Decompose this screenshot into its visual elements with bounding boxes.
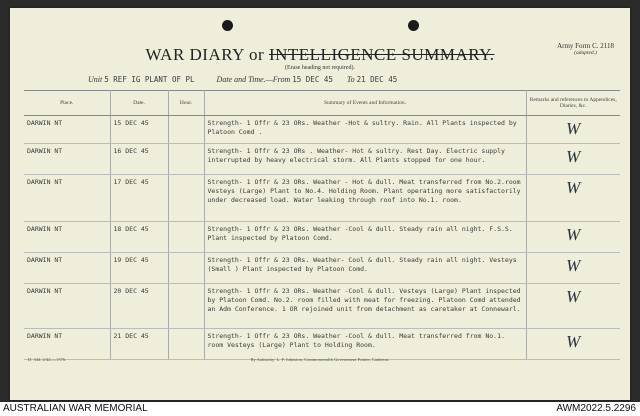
punch-hole-left — [222, 20, 233, 31]
form-title — [10, 45, 630, 65]
entry-summary: Strength- 1 Offr & 23 ORs. Weather -Cool & dull. Vesteys (Large) Plant inspected by Platoon Comd. No.2. room filled with meat for freezing. Platoon Comd attended an Adm Conference. 1 OR rejoined unit from detachment as caretaker at Connewarl. — [204, 284, 526, 329]
entry-place: DARWIN NT — [24, 253, 110, 284]
date-to-label: To — [346, 75, 355, 84]
entry-remarks — [526, 284, 620, 329]
entry-place: DARWIN NT — [24, 284, 110, 329]
entry-remarks — [526, 329, 620, 360]
form-subtitle: (Erase heading not required). — [285, 65, 355, 71]
table-row — [24, 284, 620, 329]
entry-date: 19 DEC 45 — [110, 253, 168, 284]
handwritten-initials: W — [566, 256, 581, 275]
army-form-label — [557, 42, 614, 56]
title-intelligence-summary: INTELLIGENCE SUMMARY. — [268, 45, 495, 64]
entry-place: DARWIN NT — [24, 329, 110, 360]
archive-caption-bar — [0, 402, 640, 416]
entry-summary: Strength- 1 Offr & 23 ORs. Weather -Hot & sultry. Rain. All Plants inspected by Platoon Comd . — [204, 116, 526, 144]
entry-hour — [168, 116, 204, 144]
entry-summary: Strength- 1 Offr & 23 ORs. Weather -Cool & dull. Meat transferred from No.1. room Vesteys (Large) Plant to Holding Room. — [204, 329, 526, 360]
table-row — [24, 253, 620, 284]
table-row — [24, 329, 620, 360]
entry-date: 15 DEC 45 — [110, 116, 168, 144]
table-row — [24, 144, 620, 175]
unit-value: 5 REF IG PLANT OF PL — [104, 75, 195, 84]
entry-remarks — [526, 144, 620, 175]
date-to: 21 DEC 45 — [356, 75, 398, 84]
handwritten-initials: W — [566, 287, 581, 306]
entry-summary: Strength- 1 Offr & 23 ORs. Weather- Cool & dull. Steady rain all night. Vesteys (Small ) Plant inspected by Platoon Comd. — [204, 253, 526, 284]
handwritten-initials: W — [566, 147, 581, 166]
archive-name: AUSTRALIAN WAR MEMORIAL — [3, 403, 148, 414]
printer-authority: By Authority: L. F. Johnston, Commonwealth Government Printer, Canberra. — [250, 357, 390, 362]
entry-place: DARWIN NT — [24, 222, 110, 253]
entry-hour — [168, 253, 204, 284]
handwritten-initials: W — [566, 332, 581, 351]
title-or: or — [249, 45, 265, 64]
entry-place: DARWIN NT — [24, 116, 110, 144]
entry-hour — [168, 144, 204, 175]
diary-table — [24, 90, 620, 360]
date-from: 15 DEC 45 — [292, 75, 333, 84]
table-row — [24, 116, 620, 144]
entry-remarks — [526, 253, 620, 284]
archive-reference: AWM2022.5.2296 — [556, 403, 636, 414]
table-row — [24, 175, 620, 222]
entry-date: 17 DEC 45 — [110, 175, 168, 222]
entry-remarks — [526, 175, 620, 222]
entry-place: DARWIN NT — [24, 144, 110, 175]
column-header-date: Date. — [110, 91, 168, 116]
army-form-adapted: (adapted.) — [574, 50, 597, 56]
handwritten-initials: W — [566, 119, 581, 138]
title-war-diary: WAR DIARY — [145, 45, 245, 64]
entry-summary: Strength- 1 Offr & 23 ORs. Weather - Hot & dull. Meat transferred from No.2.room Vesteys (Large) Plant to No.4. Holding Room. Plant operating more satisfactorily under decreased load. Water leaking through roof into No.1. room. — [204, 175, 526, 222]
entry-summary: Strength- 1 Offr & 23 ORs. Weather -Cool & dull. Steady rain all night. F.S.S. Plant inspected by Platoon Comd. — [204, 222, 526, 253]
punch-hole-right — [408, 20, 419, 31]
entry-hour — [168, 222, 204, 253]
column-header-summary: Summary of Events and Information. — [204, 91, 526, 116]
entry-hour — [168, 175, 204, 222]
table-row — [24, 222, 620, 253]
diary-sheet — [10, 8, 630, 400]
table-header-row — [24, 91, 620, 116]
entry-date: 18 DEC 45 — [110, 222, 168, 253]
unit-date-line — [88, 75, 397, 84]
entry-remarks — [526, 116, 620, 144]
entry-date: 16 DEC 45 — [110, 144, 168, 175]
entry-place: DARWIN NT — [24, 175, 110, 222]
entry-date: 20 DEC 45 — [110, 284, 168, 329]
handwritten-initials: W — [566, 225, 581, 244]
entry-hour — [168, 329, 204, 360]
column-header-remarks: Remarks and references to Appendices, Diaries, &c. — [526, 91, 620, 116]
entry-date: 21 DEC 45 — [110, 329, 168, 360]
entry-hour — [168, 284, 204, 329]
column-header-hour: Hour. — [168, 91, 204, 116]
date-label: Date and Time.—From — [216, 75, 291, 84]
entry-summary: Strength- 1 Offr & 23 ORs . Weather- Hot & sultry. Rest Day. Electric supply interrupted by heavy electrical storm. All Plants stopped for one hour. — [204, 144, 526, 175]
column-header-place: Place. — [24, 91, 110, 116]
entry-remarks — [526, 222, 620, 253]
army-form-number: Army Form C. 2118 — [557, 42, 614, 50]
handwritten-initials: W — [566, 178, 581, 197]
form-print-code: D. 344. 2/42.—1376. — [28, 357, 67, 362]
unit-label: Unit — [88, 75, 103, 84]
